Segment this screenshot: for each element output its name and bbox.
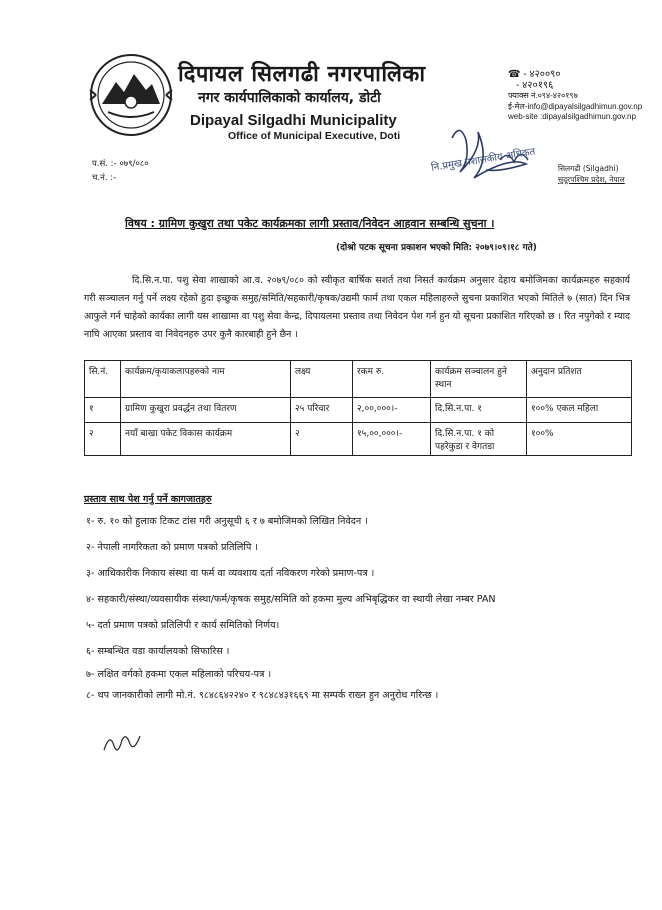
initials-signature <box>100 728 145 758</box>
cell-location: दि.सि.न.पा. १ को पहरेकुडा र वेगतडा <box>431 423 527 456</box>
document-item: ८- थप जानकारीको लागी मो.नं. ९८४८६४२२४० र ९८४८४३१६६९ मा सम्पर्क राख्न हुन अनुरोध गरिन्छ । <box>86 690 439 701</box>
cell-grant: १००% एकल महिला <box>527 398 632 423</box>
cell-target: २ <box>291 423 353 456</box>
table-header-row <box>85 361 632 398</box>
cell-sn: १ <box>85 398 121 423</box>
cell-program: ग्रामिण कुखुरा प्रवर्द्धन तथा वितरण <box>121 398 291 423</box>
stamp-officer-title: नि.प्रमुख प्रशासकीय अधिकृत <box>430 146 537 174</box>
reference-numbers <box>92 157 149 185</box>
stamp-address <box>558 163 625 185</box>
letter-number: प.सं. :- ०७९/०८० <box>92 159 149 169</box>
document-item: ३- आधिकारीक निकाय संस्था वा फर्म वा व्यवशाय दर्ता नविकरण गरेको प्रमाण-पत्र । <box>86 568 375 579</box>
document-item: ७- लक्षित वर्गको हकमा एकल महिलाको परिचय-पत्र । <box>86 669 272 680</box>
col-header-program: कार्यक्रम/कृयाकलापहरुको नाम <box>121 361 291 398</box>
fax: फ्याक्स नं.०९४-४२०१९७ <box>508 91 578 100</box>
document-item: १- रु. १० को हुलाक टिकट टांस गरी अनुसूची ६ र ७ बमोजिमको लिखित निवेदन । <box>86 516 368 527</box>
table-row <box>85 398 632 423</box>
stamp-address-line2: सुदूरपश्चिम प्रदेश, नेपाल <box>558 175 625 184</box>
col-header-amount: रकम रु. <box>353 361 431 398</box>
document-item: ५- दर्ता प्रमाण पत्रको प्रतिलिपी र कार्य समितिको निर्णय। <box>86 620 280 631</box>
col-header-target: लक्ष्य <box>291 361 353 398</box>
document-item: २- नेपाली नागरिकता को प्रमाण पत्रको प्रतिलिपि । <box>86 542 259 553</box>
documents-title: प्रस्ताव साथ पेश गर्नु पर्ने कागजातहरु <box>84 494 212 505</box>
document-item: ६- सम्बन्धित वडा कार्यालयको सिफारिस । <box>86 646 230 657</box>
notice-body: दि.सि.न.पा. पशु सेवा शाखाको आ.व. २०७९/०८० को स्वीकृत बार्षिक सशर्त तथा निसर्त कार्यक्रम अनुसार देहाय बमोजिमका कार्यक्रमहरु सहकार्य गरी सञ्चालन गर्नु पर्ने लक्ष्य रहेको हुदा इच्छुक समुह/समिति/सहकारी/कृषक/उद्यमी फार्म तथा एकल महिलाहरुले सुचना प्रकाशित भएको मितिले ७ (सात) दिन भित्र आफुले गर्न चाहेको कार्यका लागी यस शाखामा वा पशु सेवा केन्द्र, दिपायलमा प्रस्ताव तथा निवेदन पेश गर्न हुन यो सूचना प्रकाशित गरिएको छ । रित नपुगेको र म्याद नाघि आएका प्रस्ताव वा निवेदनहरु उपर कुनै कारबाही हुने छैन । <box>84 275 630 340</box>
table-row <box>85 423 632 456</box>
program-table <box>84 360 632 456</box>
cell-amount: १५,००,०००।- <box>353 423 431 456</box>
cell-sn: २ <box>85 423 121 456</box>
cell-amount: २,००,०००।- <box>353 398 431 423</box>
col-header-sn: सि.नं. <box>85 361 121 398</box>
municipality-name-english: Dipayal Silgadhi Municipality <box>190 112 397 129</box>
document-item: ४- सहकारी/संस्था/व्यवसायीक संस्था/फर्म/कृषक समुह/समिति को हकमा मुल्य अभिबृद्धिकर वा स्थायी लेखा नम्बर PAN <box>86 594 496 605</box>
email: ई-मेल-info@dipayalsilgadhimun.gov.np <box>508 101 643 111</box>
cell-grant: १००% <box>527 423 632 456</box>
stamp-address-line1: सिलगढी (Silgadhi) <box>558 164 619 173</box>
phone-2: - ४२०१९६ <box>516 79 554 91</box>
dispatch-number: च.नं. :- <box>92 173 117 183</box>
office-name-nepali: नगर कार्यपालिकाको कार्यालय, डोटी <box>198 90 381 106</box>
website: web-site :dipayalsilgadhimun.gov.np <box>508 112 636 121</box>
col-header-grant: अनुदान प्रतिशत <box>527 361 632 398</box>
col-header-location: कार्यक्रम सञ्चालन हुने स्थान <box>431 361 527 398</box>
municipality-emblem-logo <box>88 52 174 138</box>
cell-program: नयाँ बाखा पकेट विकास कार्यक्रम <box>121 423 291 456</box>
office-name-english: Office of Municipal Executive, Doti <box>228 130 401 142</box>
municipality-name-nepali: दिपायल सिलगढी नगरपालिका <box>178 62 426 87</box>
publish-date: (दोश्रो पटक सूचना प्रकाशन भएको मिति: २०७९।०९।१८ गते) <box>336 243 537 253</box>
notice-subject: विषय : ग्रामिण कुखुरा तथा पकेट कार्यक्रमका लागी प्रस्ताव/निवेदन आहवान सम्बन्धि सुचना । <box>125 217 495 230</box>
cell-target: २५ परिवार <box>291 398 353 423</box>
cell-location: दि.सि.न.पा. १ <box>431 398 527 423</box>
phone-1: ☎ - ४२००९० <box>508 69 561 80</box>
contact-block <box>508 70 642 123</box>
